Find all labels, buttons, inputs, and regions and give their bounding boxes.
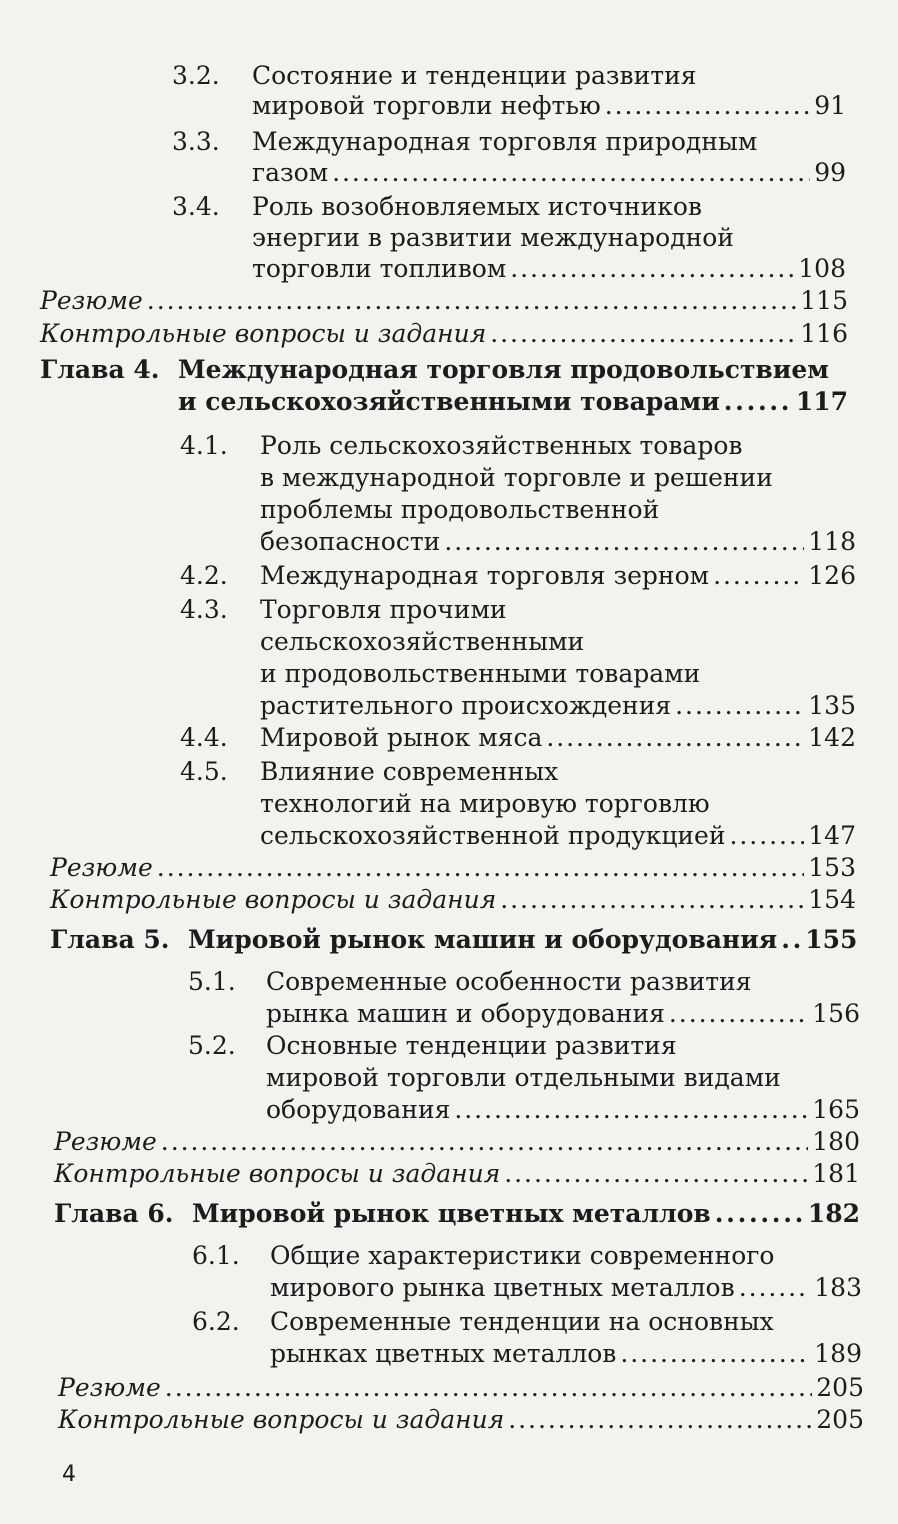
dot-leader [730,820,805,851]
section-number: 3.3. [172,127,220,156]
section-title-line: Современные тенденции на основных [270,1307,774,1336]
dot-leader [508,1404,812,1435]
section-title-line: безопасности [260,527,441,556]
page-number: 116 [800,319,848,348]
summary-label: Резюме [40,286,143,315]
questions-label: Контрольные вопросы и задания [58,1405,505,1434]
page-number: 165 [812,1095,860,1124]
section-title-line: газом [252,158,329,187]
page-number: 155 [805,925,858,954]
page-number: 91 [814,91,846,120]
dot-leader [669,998,808,1029]
toc-entry-4-5[interactable] [260,820,856,851]
section-title-line: Влияние современных [260,757,559,786]
page-footer-number: 4 [62,1462,76,1487]
dot-leader [500,884,804,915]
section-title-line: торговли топливом [252,254,507,283]
section-title-line: Общие характеристики современного [270,1241,775,1270]
questions-label: Контрольные вопросы и задания [50,885,497,914]
section-title-line: растительного происхождения [260,691,672,720]
page-number: 115 [800,286,848,315]
toc-entry-6-1[interactable] [270,1272,862,1303]
section-number: 5.1. [188,967,236,996]
page-number: 153 [808,853,856,882]
page-number: 118 [808,527,856,556]
section-number: 3.4. [172,192,220,221]
section-title-line: Мировой рынок мяса [260,723,543,752]
toc-entry-ch5-summary[interactable] [54,1126,860,1157]
toc-entry-6-2[interactable] [270,1338,862,1369]
section-title-line: рынка машин и оборудования [266,999,665,1028]
toc-entry-ch5[interactable] [188,924,856,955]
section-title-line: Торговля прочими [260,595,507,624]
chapter-title-line: Международная торговля продовольствием [178,355,829,384]
page-number: 126 [808,561,856,590]
page-number: 205 [816,1405,864,1434]
dot-leader [490,318,796,349]
toc-entry-ch5-questions[interactable] [54,1158,860,1189]
section-title-line: энергии в развитии международной [252,223,734,252]
toc-entry-4-4[interactable] [260,722,856,753]
section-title-line: Роль сельскохозяйственных товаров [260,431,743,460]
dot-leader [444,526,804,557]
section-title-line: оборудования [266,1095,451,1124]
section-title-line: в международной торговле и решении [260,463,773,492]
dot-leader [675,690,804,721]
chapter-title-line: Мировой рынок машин и оборудования [188,925,778,954]
section-title-line: мировой торговли нефтью [252,91,601,120]
toc-entry-ch6-summary[interactable] [58,1372,864,1403]
dot-leader [620,1338,810,1369]
section-title-line: технологий на мировую торговлю [260,789,710,818]
page-number: 189 [814,1339,862,1368]
section-title-line: Международная торговля зерном [260,561,710,590]
dot-leader [739,1272,811,1303]
section-number: 4.1. [180,431,228,460]
page-number: 147 [808,821,856,850]
dot-leader [165,1372,812,1403]
page-number: 183 [814,1273,862,1302]
toc-entry-3-4[interactable] [252,253,846,284]
section-number: 4.5. [180,757,228,786]
questions-label: Контрольные вопросы и задания [40,319,487,348]
dot-leader [504,1158,808,1189]
toc-entry-4-2[interactable] [260,560,856,591]
page-number: 142 [808,723,856,752]
section-title-line: мировой торговли отдельными видами [266,1063,781,1092]
dot-leader [715,1198,804,1229]
summary-label: Резюме [50,853,153,882]
toc-entry-ch4[interactable] [178,386,848,417]
toc-entry-ch6-questions[interactable] [58,1404,864,1435]
dot-leader [781,924,801,955]
section-number: 5.2. [188,1031,236,1060]
summary-label: Резюме [58,1373,161,1402]
section-number: 4.3. [180,595,228,624]
section-number: 6.1. [192,1241,240,1270]
section-number: 4.4. [180,723,228,752]
toc-entry-ch4-questions[interactable] [50,884,856,915]
page-number: 117 [795,387,848,416]
questions-label: Контрольные вопросы и задания [54,1159,501,1188]
dot-leader [724,386,792,417]
chapter-label: Глава 4. [40,355,160,384]
section-title-line: Состояние и тенденции развития [252,61,697,90]
page-number: 182 [807,1199,860,1228]
dot-leader [605,90,810,121]
section-title-line: Современные особенности развития [266,967,752,996]
page-number: 181 [812,1159,860,1188]
section-title-line: мирового рынка цветных металлов [270,1273,735,1302]
page-number: 108 [798,254,846,283]
section-number: 6.2. [192,1307,240,1336]
section-number: 4.2. [180,561,228,590]
chapter-title-line: Мировой рынок цветных металлов [192,1199,711,1228]
page-number: 99 [814,158,846,187]
section-title-line: Международная торговля природным [252,127,758,156]
section-title-line: рынках цветных металлов [270,1339,617,1368]
toc-entry-4-1[interactable] [260,526,856,557]
page-number: 135 [808,691,856,720]
dot-leader [147,285,796,316]
dot-leader [546,722,804,753]
dot-leader [510,253,794,284]
dot-leader [161,1126,808,1157]
toc-entry-ch4-summary[interactable] [50,852,856,883]
section-title-line: Роль возобновляемых источников [252,192,702,221]
page-number: 154 [808,885,856,914]
toc-entry-5-2[interactable] [266,1094,860,1125]
section-title-line: проблемы продовольственной [260,495,660,524]
toc-entry-3-3[interactable] [252,157,846,188]
section-title-line: и продовольственными товарами [260,659,701,688]
section-number: 3.2. [172,61,220,90]
chapter-label: Глава 5. [50,925,170,954]
page-number: 156 [812,999,860,1028]
summary-label: Резюме [54,1127,157,1156]
section-title-line: Основные тенденции развития [266,1031,677,1060]
toc-entry-3-2[interactable] [252,90,846,121]
toc-entry-ch6[interactable] [192,1198,860,1229]
page-number: 205 [816,1373,864,1402]
dot-leader [454,1094,808,1125]
section-title-line: сельскохозяйственной продукцией [260,821,726,850]
toc-entry-ch3-summary[interactable] [40,285,848,316]
dot-leader [332,157,810,188]
page-number: 180 [812,1127,860,1156]
chapter-label: Глава 6. [54,1199,174,1228]
section-title-line: сельскохозяйственными [260,627,585,656]
dot-leader [157,852,804,883]
dot-leader [713,560,804,591]
chapter-title-line: и сельскохозяйственными товарами [178,387,720,416]
toc-entry-5-1[interactable] [266,998,860,1029]
toc-entry-4-3[interactable] [260,690,856,721]
toc-entry-ch3-questions[interactable] [40,318,848,349]
